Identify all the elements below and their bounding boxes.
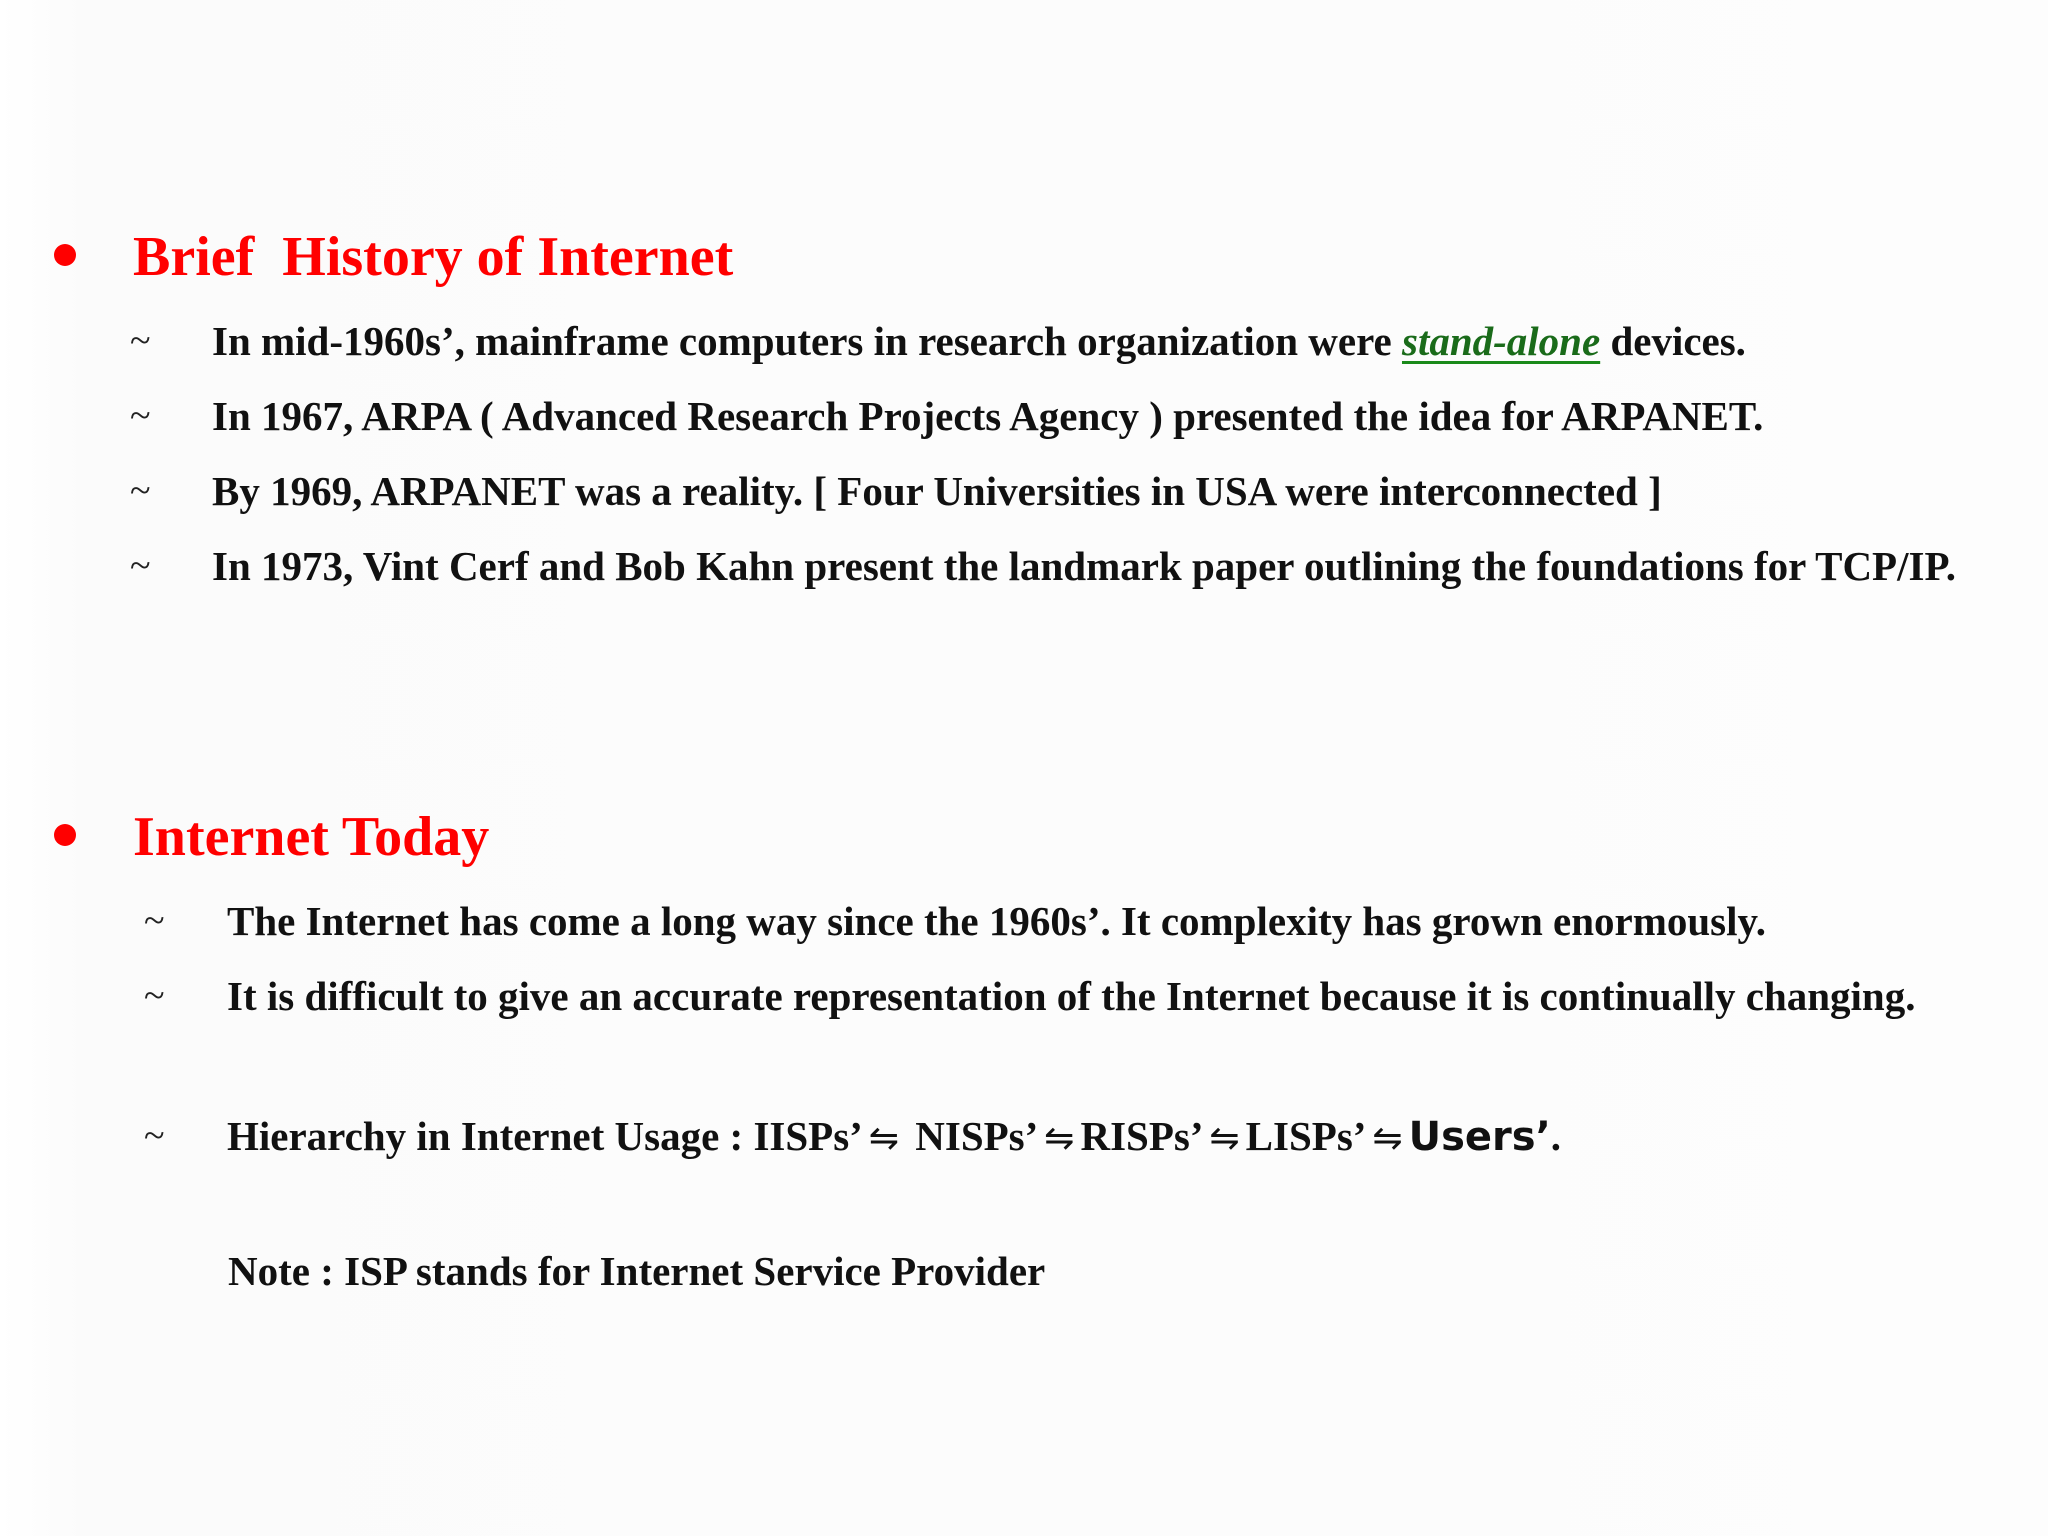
tilde-marker: ~	[144, 900, 165, 942]
hierarchy-level: LISPs’	[1245, 1113, 1367, 1159]
item-text: devices.	[1600, 318, 1746, 364]
hierarchy-level: Users’	[1408, 1114, 1551, 1160]
section-heading	[0, 802, 2048, 872]
list-item	[212, 310, 1972, 372]
list-item	[212, 385, 2002, 447]
bullet-dot-icon	[54, 824, 76, 846]
section-title: Internet Today	[133, 806, 490, 868]
list-item	[227, 890, 1987, 952]
bidirectional-arrow-icon: ⇋	[1044, 1118, 1075, 1159]
bullet-dot-icon	[54, 244, 76, 266]
item-text: By 1969, ARPANET was a reality. [ Four Universities in USA were interconnected ]	[212, 468, 1662, 514]
bidirectional-arrow-icon: ⇋	[868, 1118, 900, 1159]
hierarchy-label: Hierarchy in Internet Usage :	[227, 1113, 754, 1159]
list-item	[212, 535, 1984, 597]
hierarchy-level: RISPs’	[1080, 1113, 1204, 1159]
hierarchy-level: NISPs’	[915, 1113, 1039, 1159]
tilde-marker: ~	[130, 545, 151, 587]
footnote: Note : ISP stands for Internet Service Provider	[228, 1248, 1046, 1294]
bidirectional-arrow-icon: ⇋	[1209, 1118, 1240, 1159]
item-text: The Internet has come a long way since the 1960s’. It complexity has grown enormously.	[227, 898, 1766, 944]
hierarchy-end: .	[1550, 1113, 1562, 1159]
list-item	[227, 1105, 1987, 1170]
section-title: Brief History of Internet	[133, 226, 734, 288]
tilde-marker: ~	[130, 470, 151, 512]
tilde-marker: ~	[144, 1115, 165, 1157]
tilde-marker: ~	[144, 975, 165, 1017]
item-text: In 1967, ARPA ( Advanced Research Projects Agency ) presented the idea for ARPANET.	[212, 393, 1764, 439]
item-text: In 1973, Vint Cerf and Bob Kahn present the landmark paper outlining the foundations for TCP/IP.	[212, 543, 1956, 589]
tilde-marker: ~	[130, 320, 151, 362]
item-text: It is difficult to give an accurate representation of the Internet because it is continually changing.	[227, 973, 1916, 1019]
section-brief-history	[0, 222, 2048, 292]
item-text: In mid-1960s’, mainframe computers in research organization were	[212, 318, 1402, 364]
bidirectional-arrow-icon: ⇋	[1372, 1118, 1403, 1159]
section-internet-today	[0, 802, 2048, 872]
list-item	[227, 965, 1984, 1027]
list-item	[212, 460, 1972, 522]
section-heading	[0, 222, 2048, 292]
emphasis-text: stand-alone	[1401, 318, 1601, 364]
hierarchy-level: IISPs’	[753, 1113, 863, 1159]
tilde-marker: ~	[130, 395, 151, 437]
